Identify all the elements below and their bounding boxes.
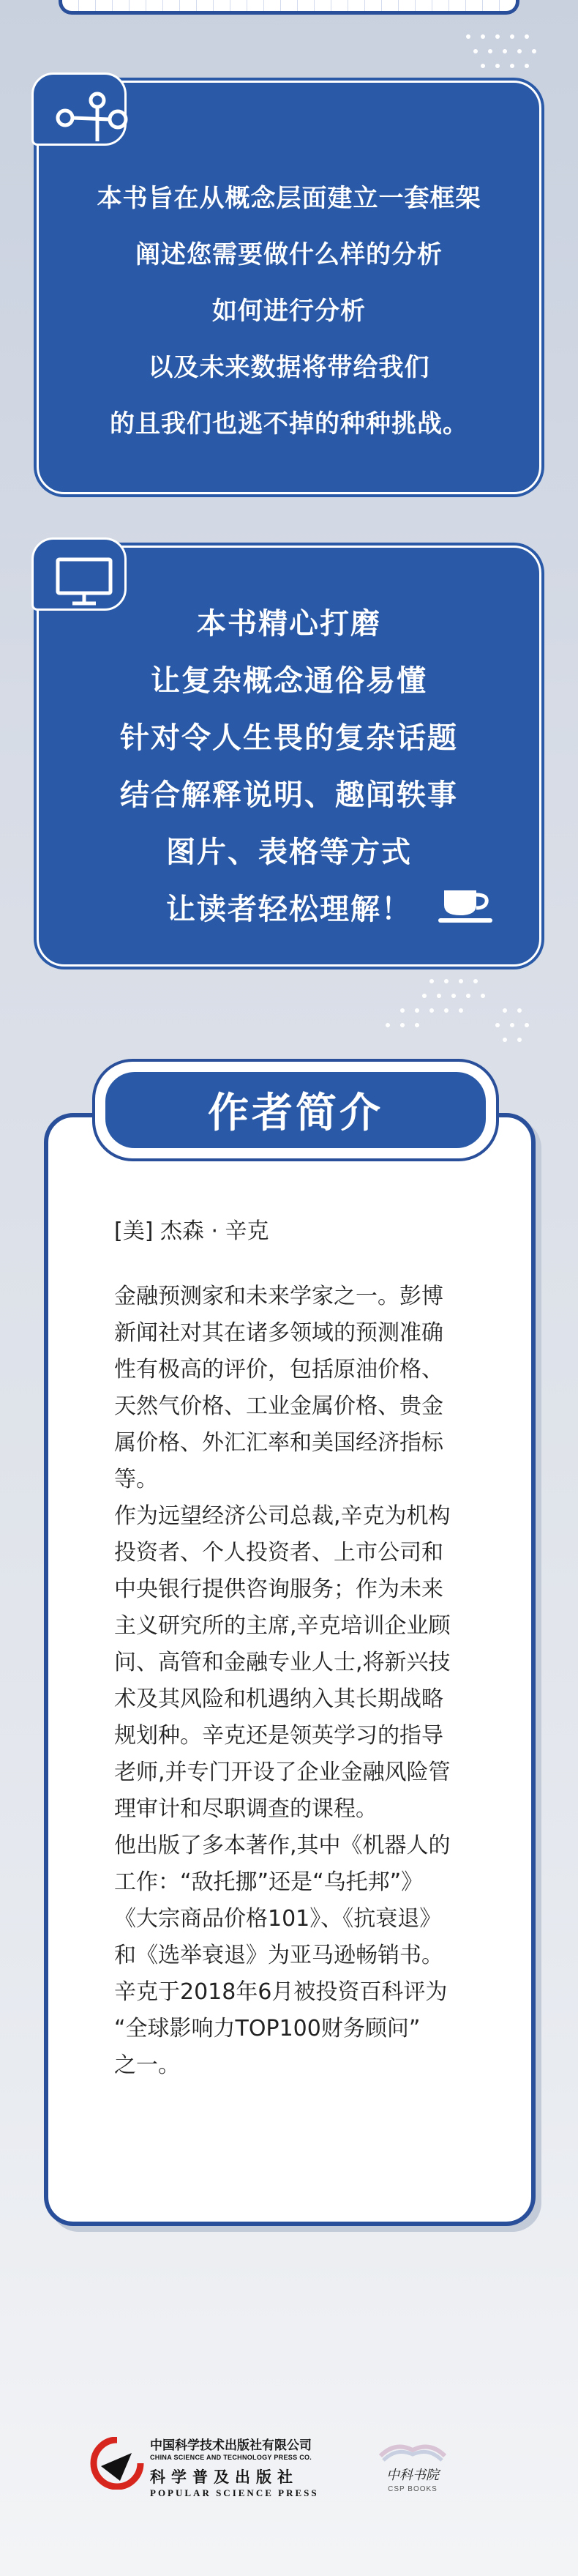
- top-partial-card: [59, 0, 519, 15]
- bio-line: 性有极高的评价，包括原油价格、: [114, 1357, 443, 1382]
- bio-line: 属价格、外汇汇率和美国经济指标: [114, 1430, 443, 1456]
- publisher-footer: [0, 2431, 578, 2519]
- author-name: [美] 杰森 · 辛克: [114, 1218, 269, 1244]
- intro-line: 如何进行分析: [212, 297, 366, 326]
- bio-line: 投资者、个人投资者、上市公司和: [114, 1540, 443, 1566]
- intro-text: [39, 171, 539, 453]
- bio-line: 天然气价格、工业金属价格、贵金: [114, 1393, 443, 1419]
- csp-books-cn: 中科书院: [386, 2468, 439, 2483]
- bio-line: 他出版了多本著作,其中《机器人的: [114, 1833, 451, 1858]
- bio-line: 《大宗商品价格101》、《抗衰退》: [114, 1906, 442, 1932]
- intro-line: 的且我们也逃不掉的种种挑战。: [110, 409, 468, 439]
- bio-line: 作为远望经济公司总裁,辛克为机构: [114, 1503, 451, 1529]
- bio-line: 新闻社对其在诸多领域的预测准确: [114, 1320, 443, 1346]
- bio-line: 辛克于2018年6月被投资百科评为: [114, 1979, 448, 2005]
- bio-line: 金融预测家和未来学家之一。彭博: [114, 1284, 443, 1309]
- author-card: [44, 1090, 536, 2226]
- csp-books-logo: [373, 2431, 452, 2504]
- intro-card: [37, 81, 541, 494]
- author-heading-badge: [92, 1059, 499, 1161]
- bio-line: “全球影响力TOP100财务顾问”: [114, 2016, 421, 2041]
- bio-line: 问、高管和金融专业人士,将新兴技: [114, 1650, 451, 1675]
- press-name-en: POPULAR SCIENCE PRESS: [150, 2487, 319, 2498]
- feature-card: [37, 546, 541, 967]
- author-bio: [114, 1278, 487, 2084]
- share-nodes-icon: [53, 90, 134, 145]
- feature-line: 针对令人生畏的复杂话题: [120, 721, 458, 755]
- bio-line: 理审计和尽职调查的课程。: [114, 1796, 378, 1822]
- feature-line: 图片、表格等方式: [166, 835, 412, 869]
- book-icon: [373, 2434, 452, 2463]
- bio-line: 规划种。辛克还是领英学习的指导: [114, 1723, 443, 1749]
- feature-line: 让读者轻松理解！: [166, 893, 412, 926]
- bio-line: 中央银行提供咨询服务；作为未来: [114, 1577, 443, 1602]
- publisher-text: [150, 2435, 319, 2499]
- author-heading: 作者简介: [105, 1072, 486, 1148]
- bio-line: 和《选举衰退》为亚马逊畅销书。: [114, 1943, 443, 1968]
- bio-line: 之一。: [114, 2052, 180, 2078]
- bio-line: 术及其风险和机遇纳入其长期战略: [114, 1686, 443, 1712]
- bio-line: 等。: [114, 1467, 158, 1492]
- feature-line: 让复杂概念通俗易懂: [151, 664, 427, 698]
- publisher-logo-icon: [88, 2437, 146, 2490]
- bio-line: 老师,并专门开设了企业金融风险管: [114, 1760, 451, 1785]
- csp-books-en: CSP BOOKS: [388, 2485, 438, 2493]
- intro-line: 阐述您需要做什么样的分析: [135, 240, 443, 269]
- decorative-dots: [380, 974, 541, 1062]
- intro-line: 本书旨在从概念层面建立一套框架: [97, 184, 481, 213]
- intro-line: 以及未来数据将带给我们: [148, 353, 430, 382]
- publisher-name-cn: 中国科学技术出版社有限公司: [150, 2438, 312, 2453]
- feature-line: 本书精心打磨: [197, 607, 381, 641]
- bio-line: 工作：“敌托挪”还是“乌托邦”》: [114, 1869, 424, 1895]
- bio-line: 主义研究所的主席,辛克培训企业顾: [114, 1613, 451, 1639]
- press-name-cn: 科学普及出版社: [150, 2468, 299, 2486]
- publisher-name-en: CHINA SCIENCE AND TECHNOLOGY PRESS CO.: [150, 2454, 312, 2461]
- feature-line: 结合解释说明、趣闻轶事: [120, 778, 458, 812]
- coffee-cup-icon: [437, 886, 495, 926]
